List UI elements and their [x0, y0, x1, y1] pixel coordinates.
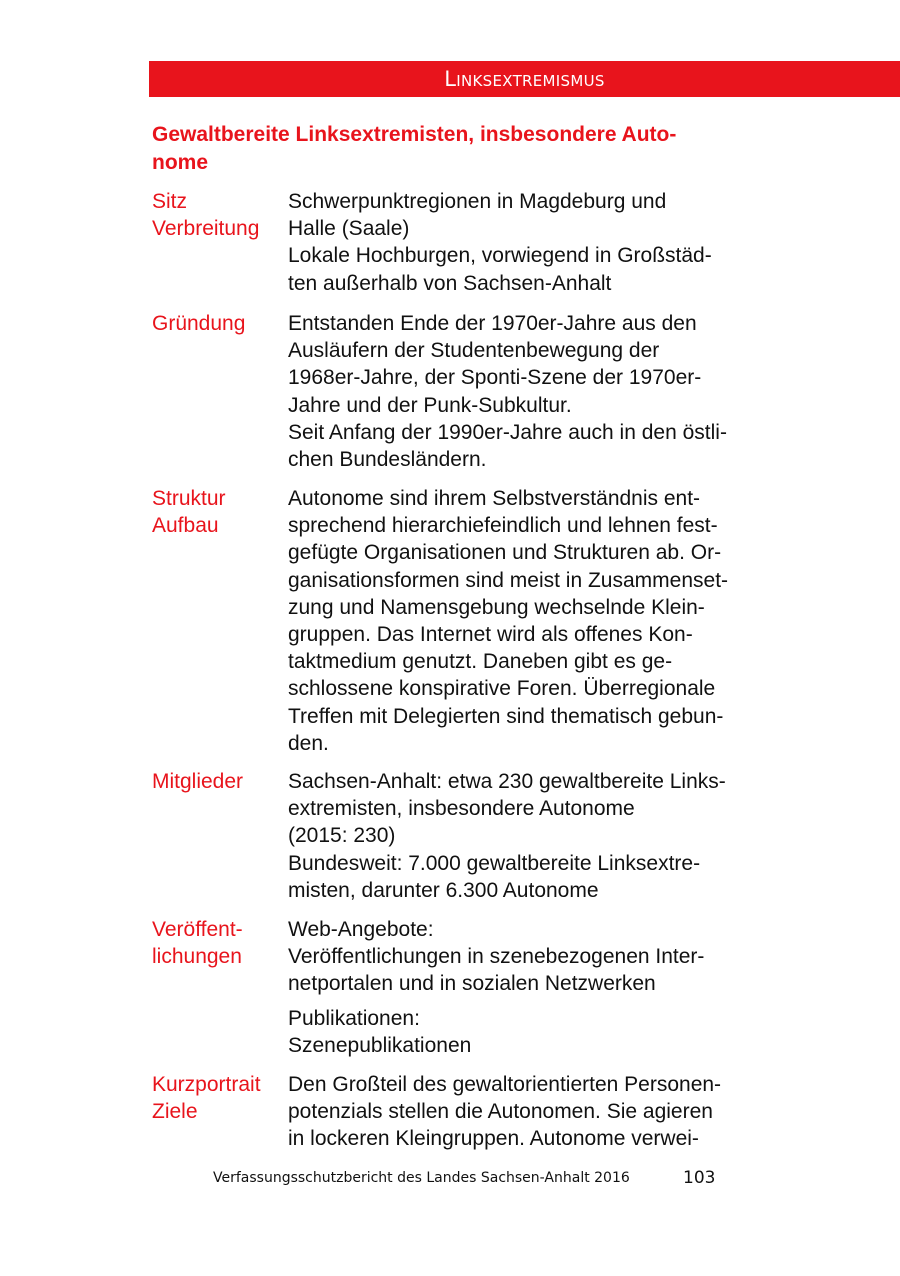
text-mitglieder: Sachsen-Anhalt: etwa 230 gewaltbereite Links- extremisten, insbesondere Autonome (2015: 230) Bundesweit: 7.000 gewaltbereite Linksextre- misten, darunter 6.300 Autonome: [288, 770, 726, 902]
text-web-angebote: Web-Angebote: Veröffentlichungen in szenebezogenen Inter- netportalen und in sozialen Netzwerken: [288, 918, 705, 996]
page-number: 103: [683, 1168, 716, 1188]
text-gruendung: Entstanden Ende der 1970er-Jahre aus den Ausläufern der Studentenbewegung der 1968er-Jahre, der Sponti-Szene der 1970er- Jahre und der Punk-Subkultur. Seit Anfang der 1990er-Jahre auch in den östli- chen Bundesländern.: [288, 312, 727, 472]
label-veroeffentlichungen: Veröffent- lichungen: [152, 918, 243, 968]
section-header-title: Linksextremismus: [444, 67, 605, 91]
label-gruendung: Gründung: [152, 312, 246, 335]
text-kurzportrait-ziele: Den Großteil des gewaltorientierten Personen- potenzials stellen die Autonomen. Sie agieren in lockeren Kleingruppen. Autonome verwei-: [288, 1073, 722, 1151]
text-publikationen: Publikationen: Szenepublikationen: [288, 1007, 472, 1058]
section-header-bar: [149, 61, 900, 97]
label-mitglieder: Mitglieder: [152, 770, 244, 793]
page-footer: Verfassungsschutzbericht des Landes Sachsen-Anhalt 2016: [213, 1170, 630, 1186]
label-kurzportrait-ziele: Kurzportrait Ziele: [152, 1073, 261, 1123]
label-struktur-aufbau: Struktur Aufbau: [152, 487, 226, 537]
text-struktur-aufbau: Autonome sind ihrem Selbstverständnis ent- sprechend hierarchiefeindlich und lehnen fest- gefügte Organisationen und Strukturen ab. Or- ganisationsformen sind meist in Zusammenset- zung und Namensgebung wechselnde Klein- gruppen. Das Internet wird als offenes Kon- taktmedium genutzt. Daneben gibt es ge- schlossene konspirative Foren. Überregionale Treffen mit Delegierten sind thematisch gebun- den.: [288, 487, 729, 755]
label-sitz-verbreitung: Sitz Verbreitung: [152, 190, 260, 240]
text-sitz-verbreitung: Schwerpunktregionen in Magdeburg und Halle (Saale) Lokale Hochburgen, vorwiegend in Großstäd- ten außerhalb von Sachsen-Anhalt: [288, 190, 712, 295]
page-heading: Gewaltbereite Linksextremisten, insbesondere Auto- nome: [152, 123, 677, 174]
